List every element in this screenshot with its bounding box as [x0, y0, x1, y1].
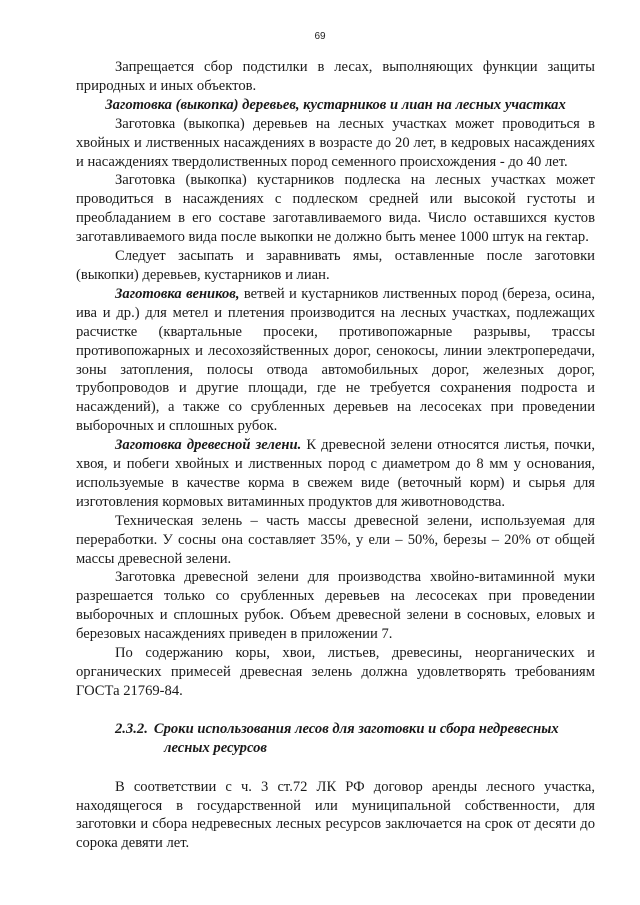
paragraph-litter-ban: Запрещается сбор подстилки в лесах, выполняющих функции защиты природных и иных объектов.: [76, 59, 595, 94]
paragraph-greenery: [76, 436, 595, 512]
brooms-lead: Заготовка веников,: [115, 285, 240, 302]
document-body: [76, 58, 595, 853]
paragraph-pit-filling: Следует засыпать и заравнивать ямы, оставленные после заготовки (выкопки) деревьев, кустарников и лиан.: [76, 248, 595, 283]
section-number: 2.3.2.: [115, 720, 148, 737]
brooms-text: ветвей и кустарников лиственных пород (береза, осина, ива и др.) для метел и плетения производится на лесных участках, подлежащих расчистке (квартальные просеки, противопожарные разрывы, трассы противопожарных и лесохозяйственных дорог, сенокосы, линии электропередачи, зоны затопления, полосы отвода автомобильных дорог, железных дорог, трубопроводов и другие площади, где не требуется сохранения подроста и насаждений), а также со срубленных деревьев на лесосеках при проведении выборочных и сплошных рубок.: [76, 285, 595, 435]
section-title-line1: Сроки использования лесов для заготовки и сбора недревесных: [153, 720, 559, 737]
section-title-line2: лесных ресурсов: [164, 739, 267, 756]
page-number: 69: [314, 31, 326, 42]
greenery-text: К древесной зелени относятся листья, почки, хвоя, и побеги хвойных и лиственных пород с диаметром до 8 мм у основания, используемые в качестве корма в свежем виде (веточный корм) и сырья для изготовления кормовых витаминных продуктов для животноводства.: [76, 437, 595, 510]
paragraph-gost: По содержанию коры, хвои, листьев, древесины, неорганических и органических примесей древесная зелень должна удовлетворять требованиям ГОСТа 21769-84.: [76, 645, 595, 699]
heading-tree-digging: Заготовка (выкопка) деревьев, кустарников и лиан на лесных участках: [105, 96, 566, 113]
paragraph-technical-greenery: Техническая зелень – часть массы древесной зелени, используемая для переработки. У сосны она составляет 35%, у ели – 50%, березы – 20% от общей массы древесной зелени.: [76, 512, 595, 567]
greenery-lead: Заготовка древесной зелени.: [115, 437, 302, 454]
paragraph-vitamin-flour: Заготовка древесной зелени для производства хвойно-витаминной муки разрешается только со срубленных деревьев на лесосеках при проведении выборочных и сплошных рубок. Объем древесной зелени в сосновых, еловых и березовых насаждениях приведен в приложении 7.: [76, 569, 595, 643]
paragraph-shrub-digging: Заготовка (выкопка) кустарников подлеска на лесных участках может проводиться в насаждениях с подлеском средней или высокой густоты и преобладанием в его составе заготавливаемого вида. Число оставшихся кустов заготавливаемого вида после выкопки не должно быть менее 1000 штук на гектар.: [76, 172, 595, 246]
paragraph-brooms: [76, 285, 595, 436]
section-heading: [76, 720, 595, 758]
paragraph-lease-term: В соответствии с ч. 3 ст.72 ЛК РФ договор аренды лесного участка, находящегося в государственной или муниципальной собственности, для заготовки и сбора недревесных лесных ресурсов заключается на срок от десяти до сорока девяти лет.: [76, 778, 595, 852]
paragraph-tree-digging: Заготовка (выкопка) деревьев на лесных участках может проводиться в хвойных и лиственных насаждениях в возрасте до 20 лет, в кедровых насаждениях и насаждениях твердолиственных пород семенного происхождения - до 40 лет.: [76, 115, 595, 170]
